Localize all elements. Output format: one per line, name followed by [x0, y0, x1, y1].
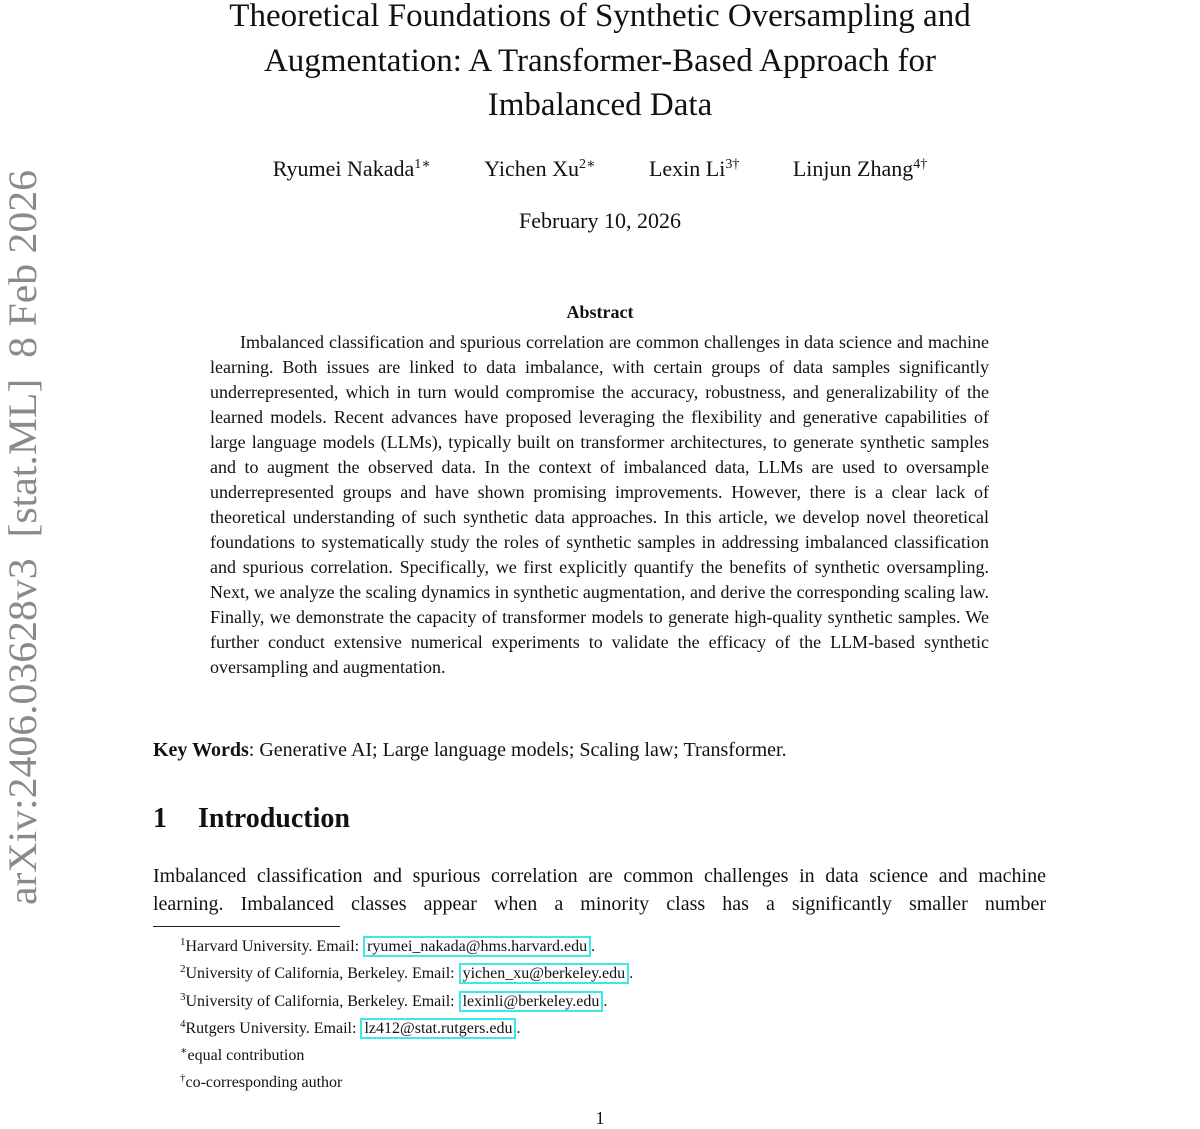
- footnote: $^3$University of California, Berkeley. Email: lexinli@berkeley.edu .: [180, 990, 608, 1010]
- section-number: 1: [153, 803, 167, 834]
- page-number: 1: [595, 1108, 605, 1128]
- author-affiliation-mark: 2∗: [578, 157, 596, 172]
- title-line: Imbalanced Data: [487, 87, 713, 123]
- footnote: $^4$Rutgers University. Email: lz412@stat.rutgers.edu .: [180, 1017, 521, 1037]
- abstract-text: Imbalanced classification and spurious correlation are common challenges in data science and machine learning. Both issues are linked to data imbalance, with certain groups of data samples significantly underrepresented, which in turn would compromise the accuracy, robustness, and generalizability of the learned models. Recent advances have proposed leveraging the flexibility and generative capabilities of large language models (LLMs), typically built on transformer architectures, to generate synthetic samples and to augment the observed data. In the context of imbalanced data, LLMs are used to oversample underrepresented groups and have shown promising improvements. However, there is a clear lack of theoretical understanding of such synthetic data approaches. In this article, we develop novel theoretical foundations to systematically study the roles of synthetic samples in addressing imbalanced classification and spurious correlation. Specifically, we first explicitly quantify the benefits of synthetic oversampling. Next, we analyze the scaling dynamics in synthetic augmentation, and derive the corresponding scaling law. Finally, we demonstrate the capacity of transformer models to generate high-quality synthetic samples. We further conduct extensive numerical experiments to validate the efficacy of the LLM-based synthetic oversampling and augmentation.: [210, 332, 989, 677]
- email-link[interactable]: yichen_xu@berkeley.edu: [459, 963, 630, 984]
- author-affiliation-mark: 1∗: [414, 157, 431, 172]
- footnote: $^2$University of California, Berkeley. Email: yichen_xu@berkeley.edu .: [180, 963, 634, 983]
- author-list: [150, 156, 1050, 182]
- email-link[interactable]: lz412@stat.rutgers.edu: [360, 1018, 516, 1039]
- footnote: †co-corresponding author: [180, 1072, 343, 1092]
- footnotes: [180, 931, 633, 1095]
- author-affiliation-mark: 4†: [913, 157, 928, 172]
- introduction-paragraph: Imbalanced classification and spurious correlation are common challenges in data science and machine learning. Imbalanced classes appear when a minority class has a significantly smaller number: [153, 865, 1046, 915]
- title-line: Theoretical Foundations of Synthetic Oversampling and: [229, 0, 971, 34]
- publication-date: February 10, 2026: [519, 208, 681, 233]
- section-title: Introduction: [198, 803, 350, 834]
- author: Ryumei Nakada$^{1∗}$: [272, 156, 431, 181]
- author: Yichen $Xu^{2∗}$: [484, 156, 596, 181]
- email-link[interactable]: ryumei_nakada@hms.harvard.edu: [363, 936, 591, 957]
- keywords: [153, 739, 787, 762]
- paper-title: [150, 0, 1050, 128]
- keywords-list: : Generative AI; Large language models; Scaling law; Transformer.: [248, 739, 787, 761]
- author: Lexin $Li^{3\dagger}$: [648, 156, 740, 181]
- arxiv-identifier-stamp: [0, 170, 45, 905]
- title-line: Augmentation: A Transformer-Based Approach for: [263, 42, 937, 79]
- section-heading: [153, 803, 350, 835]
- arxiv-identifier-text: arXiv:2406.03628v3 [stat.ML] 8 Feb 2026: [0, 200, 45, 905]
- keywords-label: Key Words: [153, 739, 249, 761]
- footnote: $^1$Harvard University. Email: ryumei_nakada@hms.harvard.edu .: [180, 936, 596, 955]
- author: Linjun Zhang$^{4\dagger}$: [792, 156, 928, 181]
- email-link[interactable]: lexinli@berkeley.edu: [459, 991, 604, 1012]
- footnote-divider: [153, 926, 340, 927]
- author-affiliation-mark: 3†: [725, 157, 740, 172]
- footnote: ∗equal contribution: [180, 1045, 305, 1065]
- abstract-heading: Abstract: [566, 302, 634, 322]
